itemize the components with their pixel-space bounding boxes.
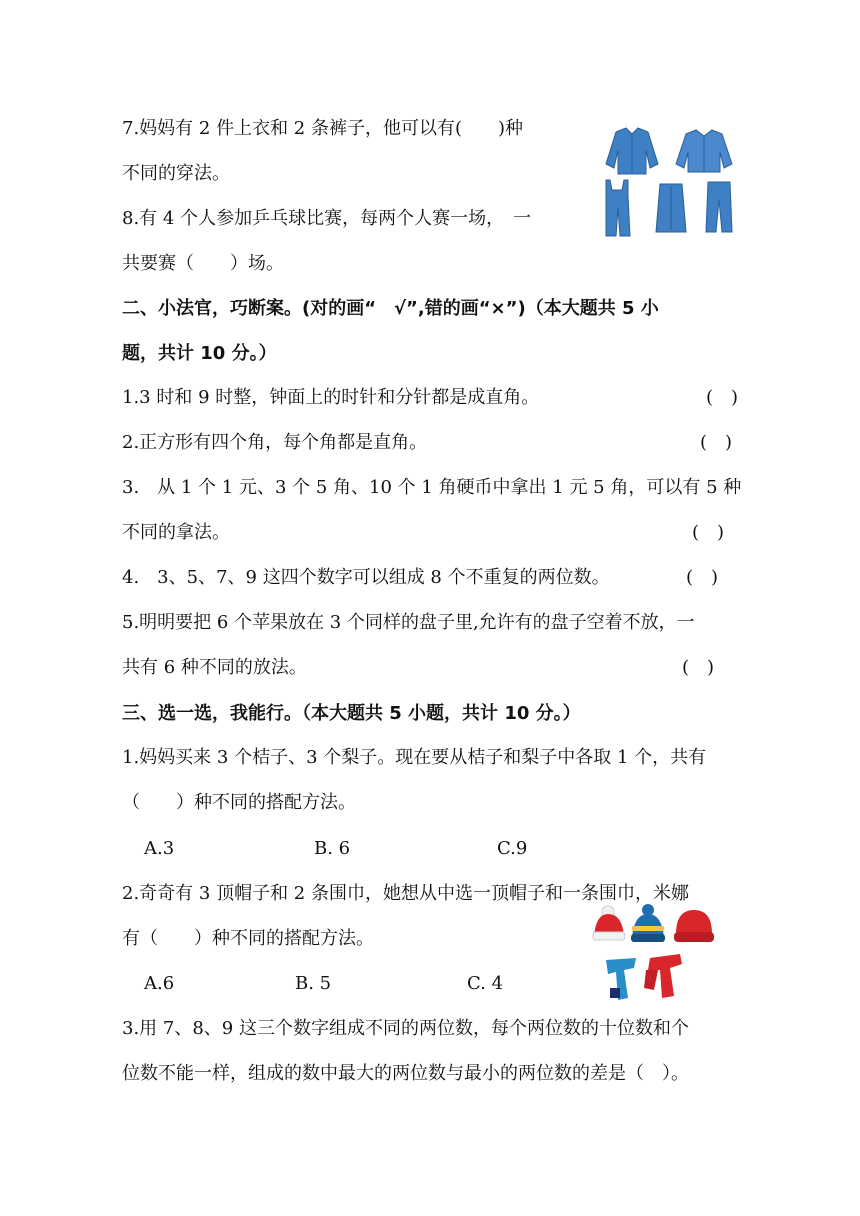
choice-q2-line2: 有（ ）种不同的搭配方法。 [122,928,374,949]
judge-q3-paren[interactable]: ( ) [692,522,725,543]
q7-line1: 7.妈妈有 2 件上衣和 2 条裤子，他可以有( )种 [122,118,524,139]
jacket-icon [676,130,732,172]
section2-heading-line1: 二、小法官，巧断案。(对的画“ √”,错的画“×”)（本大题共 5 小 [122,298,659,319]
choice-q2-line1: 2.奇奇有 3 顶帽子和 2 条围巾，她想从中选一顶帽子和一条围巾，米娜 [122,883,689,904]
winter-hat-icon [631,904,665,942]
q8-line1: 8.有 4 个人参加乒乓球比赛，每两个人赛一场， 一 [122,208,532,229]
q7-line2: 不同的穿法。 [122,163,230,184]
hats-scarves-illustration [590,904,720,1004]
judge-q2: 2.正方形有四个角，每个角都是直角。 [122,432,428,453]
choice-q1-option-b[interactable]: B. 6 [314,838,351,859]
choice-q2-option-a[interactable]: A.6 [144,973,175,994]
scarf-icon [606,958,636,1000]
jacket-icon [606,128,658,174]
winter-hat-icon [593,906,625,940]
jeans-icon [706,182,732,232]
skirt-icon [656,184,686,232]
choice-q1-option-a[interactable]: A.3 [144,838,175,859]
choice-q2-option-c[interactable]: C. 4 [467,973,504,994]
overalls-icon [606,180,630,236]
judge-q1-paren[interactable]: ( ) [706,387,739,408]
judge-q4: 4. 3、5、7、9 这四个数字可以组成 8 个不重复的两位数。 [122,567,610,588]
choice-q2-option-b[interactable]: B. 5 [295,973,332,994]
choice-q1-line1: 1.妈妈买来 3 个桔子、3 个梨子。现在要从桔子和梨子中各取 1 个，共有 [122,747,707,768]
q8-line2: 共要赛（ ）场。 [122,253,284,274]
judge-q3-line2: 不同的拿法。 [122,522,230,543]
clothes-illustration [598,124,744,242]
judge-q2-paren[interactable]: ( ) [700,432,733,453]
choice-q1-option-c[interactable]: C.9 [497,838,528,859]
choice-q1-line2: （ ）种不同的搭配方法。 [122,792,356,813]
judge-q1: 1.3 时和 9 时整，钟面上的时针和分针都是成直角。 [122,387,540,408]
judge-q5-line2: 共有 6 种不同的放法。 [122,657,307,678]
section2-heading-line2: 题，共计 10 分。） [122,343,277,364]
choice-q3-line1: 3.用 7、8、9 这三个数字组成不同的两位数，每个两位数的十位数和个 [122,1018,689,1039]
section3-heading: 三、选一选，我能行。（本大题共 5 小题，共计 10 分。） [122,703,581,724]
judge-q5-line1: 5.明明要把 6 个苹果放在 3 个同样的盘子里,允许有的盘子空着不放，一 [122,612,695,633]
judge-q3-line1: 3. 从 1 个 1 元、3 个 5 角、10 个 1 角硬币中拿出 1 元 5 角，可以有 5 种 [122,477,742,498]
judge-q4-paren[interactable]: ( ) [686,567,719,588]
winter-hat-icon [674,910,714,942]
choice-q3-line2: 位数不能一样，组成的数中最大的两位数与最小的两位数的差是（ ）。 [122,1063,689,1084]
judge-q5-paren[interactable]: ( ) [682,657,715,678]
scarf-icon [644,954,682,998]
